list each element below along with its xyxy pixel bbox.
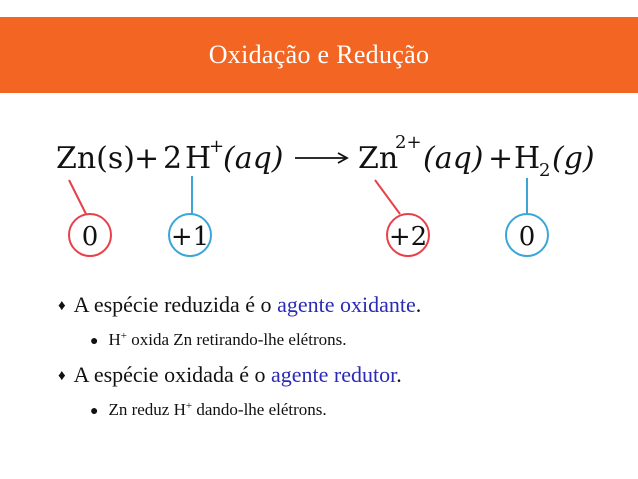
sub-bullet-text: Zn reduz H xyxy=(108,400,186,419)
title-bar xyxy=(0,17,638,93)
eq-coef: 2 xyxy=(163,141,183,176)
redox-equation xyxy=(0,110,638,270)
eq-aq-1: (aq) xyxy=(223,141,284,176)
eq-zn2: Zn xyxy=(358,141,399,176)
connector-zn xyxy=(69,180,86,214)
sub-bullet-text: dando-lhe elétrons. xyxy=(192,400,327,419)
bullet-end: . xyxy=(396,362,402,387)
dot-bullet-icon: ● xyxy=(90,404,99,419)
eq-plus-1: + xyxy=(134,141,160,176)
connector-zn2 xyxy=(375,180,400,214)
eq-plus-2: + xyxy=(488,141,514,176)
eq-h: H xyxy=(185,141,212,176)
highlight-reducing-agent: agente redutor xyxy=(270,362,397,387)
highlight-oxidizing-agent: agente oxidante xyxy=(277,292,416,317)
ox-state-h2: 0 xyxy=(518,222,536,252)
page-title: Oxidação e Redução xyxy=(208,40,430,69)
diamond-bullet-icon: ♦ xyxy=(58,298,66,314)
sub-bullet-h: H xyxy=(108,330,121,349)
sub-bullet-plus: + xyxy=(120,330,127,342)
bullet-oxidized-species xyxy=(58,362,402,388)
bullet-text: A espécie oxidada é o xyxy=(73,362,271,387)
ox-state-zn: 0 xyxy=(81,222,99,252)
ox-state-h: +1 xyxy=(170,222,210,252)
sub-bullet-text: oxida Zn retirando-lhe elétrons. xyxy=(126,330,347,349)
eq-zn2-charge: 2+ xyxy=(395,132,422,153)
eq-h2-sub: 2 xyxy=(539,160,551,181)
bullet-text: A espécie reduzida é o xyxy=(73,292,278,317)
diamond-bullet-icon: ♦ xyxy=(58,368,66,384)
sub-bullet-h-oxidizes xyxy=(90,330,346,350)
sub-bullet-plus: + xyxy=(185,400,193,412)
bullet-reduced-species xyxy=(58,292,421,318)
ox-state-zn2: +2 xyxy=(388,222,428,252)
eq-zn: Zn(s) xyxy=(56,141,135,176)
bullet-end: . xyxy=(415,292,422,317)
sub-bullet-zn-reduces xyxy=(90,400,327,420)
eq-h-charge: + xyxy=(209,136,225,157)
eq-g: (g) xyxy=(552,141,595,176)
dot-bullet-icon: ● xyxy=(90,334,99,349)
eq-aq-2: (aq) xyxy=(423,141,484,176)
eq-h2: H xyxy=(514,141,541,176)
